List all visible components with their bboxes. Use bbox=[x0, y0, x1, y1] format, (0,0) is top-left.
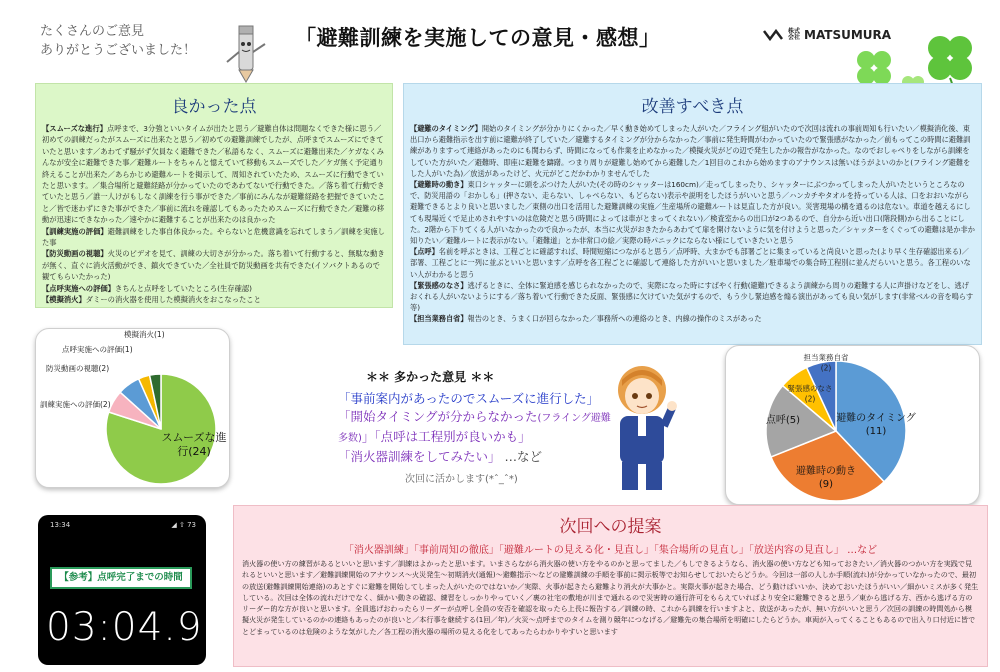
rollcall-time-label: 【参考】点呼完了までの時間 bbox=[50, 567, 192, 589]
phone-status-icons: ◢ ⇧ 73 bbox=[171, 521, 196, 529]
stopwatch-phone-screenshot bbox=[38, 515, 229, 665]
improvement-body bbox=[410, 123, 975, 325]
opinion-quote-2b: (フライング避難多数) bbox=[338, 413, 611, 444]
pie2-label-4: 担当業務自省(2) bbox=[803, 353, 849, 373]
pie2-label-1: 避難時の動き(9) bbox=[796, 466, 856, 490]
good-points-heading: 良かった点 bbox=[171, 97, 257, 117]
stopwatch-readout: 03:04.95 bbox=[46, 605, 229, 650]
opinion-quote-1: 「事前案内があったのでスムーズに進行した」 bbox=[338, 391, 600, 406]
common-opinions-text bbox=[338, 390, 613, 466]
improvement-pie-chart bbox=[726, 346, 981, 506]
brand-sub: 株式会社 bbox=[788, 28, 801, 41]
pie2-label-0: 避難のタイミング(11) bbox=[836, 413, 916, 437]
good-item-4: 【模擬消火】ダミーの消火器を使用した模擬消火をおこなったこと bbox=[42, 295, 261, 305]
improve-item-2: 【点呼】名前を呼ぶときは、工程ごとに確認すれば、時間短縮につながると思う／点呼時、大まかでも部署ごとに集まっていると尚良いと思った(より早く生存確認出来る)／部署、工程ごとに一列に並ぶといいと思います／点呼を各工程ごとに確認して連絡した方がいいと思いました／駐車場での集合時工程別に並んだらいいと思う。各工程のいない人がわかると思う bbox=[410, 247, 971, 279]
good-points-pie-chart bbox=[36, 329, 231, 489]
proposal-keywords: 「消火器訓練」「事前周知の徹底」「避難ルートの見える化・見直し」「集合場所の見直し」「放送内容の見直し」 …など bbox=[343, 545, 878, 556]
pie2-label-2: 点呼(5) bbox=[765, 415, 801, 426]
pie1-label-2: 防災動画の視聴(2) bbox=[46, 364, 110, 373]
good-item-2: 【防災動画の視聴】火災のビデオを見て、訓練の大切さが分かった。落ち着いて行動すると、無駄な動きが無く、直ぐに消火活動ができ、鎮火できていた／全社員で防災動画を共有できた(イソバクトあるので観てもらいたかった) bbox=[42, 249, 385, 282]
improve-item-4: 【担当業務自省】報告のとき、うまく口が回らなかった／事務所への連絡のとき、内線の操作のミスがあった bbox=[410, 314, 762, 324]
thanks-line-1: たくさんのご意見 bbox=[40, 24, 145, 39]
opinion-tail: …など bbox=[504, 449, 543, 464]
proposal-body: 消火器の使い方の練習があるといいと思います／訓練はよかったと思います。いまさらながら消火器の使い方をやるのかと思ってました／もしできるようなら、消火器の使い方なども知っておきたい／消火器のつかい方を実践で見れるといいと思います／避難訓練開始のアナウンス～火災発生～初期消火(通報)～避難指示～などの避難訓練の手順を事前に掲示板等でお知らせしておいたらどうか。今回は一部の人しか手順(流れ)が分かっていなかったので、最初の放送(避難訓練開始連絡)のあとすぐに避難を開始してしまった人がいたのではないか／実際、火事が起きたら避難より消火が大事かと。実際火事が起きた場合、どう動けばいいか、決めておいたほうがいい／細かいミスが多く発生している。次回は全体の流れだけでなく、細かい動きの確認、練習をしっかりやっていく／裏の社宅の敷地が川まで通れるので災害時の通行許可をもらえていればより安全に避難できると思う／東から逃げる方、西から逃げる方のリーダー的な方が良いと思います。全員逃げおわったらリーダーが点呼し全員の安否を確認を取ったら上長に報告する／訓練の時、これから訓練を行いますよと、放送があったが、無い方がいいと思う／次回の訓練の時間処から模擬火災が発生しているのかの連絡もあったのが良いと／本行事を継続する(1回／年)／火災～点呼までのタイムを測り競年につなげる／避難先の集合場所を明確にしたらどうか。車両が入ってくることもあるので出入り口付近に皆でとどまっているのは危険のような気がした／各工程の消火器の場所の見える化をしてあったらわかりやすいと思います bbox=[242, 559, 979, 636]
good-item-0: 【スムーズな進行】点呼まで、3分強といいタイムが出たと思う／避難自体は問題なくできた様に思う／初めての訓練だったがスムーズに出来たと思う／初めての避難訓練でしたが、点呼までスムーズにできていたと思います／あわてず騒がず欠員なく避難できた／私語もなく、スムーズに避難出来た／ケガなくみんなが安全に避難できた事／避難ルートをちゃんと憶えていて移動もスムーズでした／ケガ無く予定通り終えることが出来た／あらかじめ避難ルートを掲示して、周知されていたため、スムーズに行動できていたと思います。／集合場所と避難経路が分かっていたのであわてないで行動できた。／落ち着て行動できていたと思う／誰一人けがもしなく訓練を行う事ができた／事前にみんなが避難経路を把握できていたこと／皆で迷わずにきた事ができた／事前に流れを確認してもあったためスムーズに行動できた／避難の移動が迅速にできなかった／速やかに避難することが出来たのは良かった bbox=[42, 124, 385, 225]
pie1-label-4: 模擬消火(1) bbox=[124, 330, 165, 339]
good-points-body bbox=[42, 123, 386, 306]
thanks-line-2: ありがとうございました！ bbox=[40, 43, 197, 58]
logo-mark-icon bbox=[762, 29, 784, 41]
phone-clock: 13:34 bbox=[50, 521, 71, 529]
thanks-message bbox=[40, 22, 220, 60]
improvement-heading: 改善すべき点 bbox=[641, 97, 744, 117]
pie1-label-1: 訓練実施への評価(2) bbox=[40, 400, 111, 409]
worker-character-illustration bbox=[600, 360, 685, 495]
pencil-mascot-illustration bbox=[215, 22, 275, 84]
proposal-heading: 次回への提案 bbox=[559, 517, 662, 537]
pie1-label-3: 点呼実施への評価(1) bbox=[62, 345, 133, 354]
improvement-pie-card bbox=[725, 345, 980, 505]
opinion-quote-3: 」「点呼は工程別が良いかも」 bbox=[361, 429, 531, 444]
next-time-note: 次回に活かします(*ˆ_ˆ*) bbox=[405, 474, 518, 485]
common-opinions-heading: ＊＊ 多かった意見 ＊＊ bbox=[366, 370, 495, 384]
page-title: 「避難訓練を実施しての意見・感想」 bbox=[295, 26, 661, 50]
next-proposal-panel bbox=[233, 505, 988, 667]
improve-item-1: 【避難時の動き】東口シャッターに頭をぶつけた人がいた(その時のシャッターは160cm)／走ってしまったり、シャッターにぶつかってしまった人がいたというところなので、防災用語の「おかしも」(押さない、走らない、しゃべらない、もどらない)表示や説明をしたほうがいいと思う／ハンカチやタオルを持っている人は、口をおおいながら避難できるとより良いと思いました／東側の出口を活用した避難訓練の実施／生産場所の避難ルートは見直した方が良い。災害現場の構を通るのは危ない。車道を越えるにしても現場近くで足止めされやすいのは危険だと思う(時間によっては車がとまってくれない)／検査室からの出口が2つあるので、自分から近い出口(階段側)から出ることにした。2階から下りてくる人がいなかったので良かったが、本当に火災がおきたからあわてて扉を開けないように気を付けようと思った／シャッターをくぐっての避難は是か非か知りたい／避難ルートに表示がない。「避難道」とか非常口の絵／実際の時パニックにならない様にしていきたいと思う bbox=[410, 180, 975, 246]
good-points-pie-card bbox=[35, 328, 230, 488]
improve-item-0: 【避難のタイミング】開始のタイミングが分かりにくかった／早く動き始めてしまった人がいた／フライング組がいたので次回は流れの事前周知も行いたい／模擬消化後、東出口から避難指示を出す前に避難が終了していた／避難するタイミングが分からなかった／事前に発生時間がわかっていたので緊張感がなかった／前もってこの時間に避難訓練がありますって連絡があったのにも関わらず、時間になっても作業を止めなかった／模擬火災がどの辺で発生したかの報告がなかった。なのでおしゃべりをしながら訓練をしていた方がいた／避難時、即座に避難を躊躇。つまり周りが避難し始めてから避難した／1回目のこれから始めますのアナウンスは無いほうがよいのかと(フライング避難をした人がいた為)／放送があったけど、火元がどこだかわかりませんでした bbox=[410, 124, 971, 178]
opinion-quote-2a: 「開始タイミングが分からなかった bbox=[338, 409, 538, 424]
pie1-label-0: スムーズな進行(24) bbox=[161, 431, 227, 458]
good-points-panel bbox=[35, 83, 393, 308]
good-item-1: 【訓練実施の評価】避難訓練をした事自体良かった。やらないと危機意識を忘れてしまう／訓練を実施した事 bbox=[42, 226, 385, 248]
opinion-quote-4: 「消火器訓練をしてみたい」 bbox=[338, 449, 501, 464]
improvement-points-panel bbox=[403, 83, 982, 345]
good-item-3: 【点呼実施への評価】きちんと点呼をしていたところ(生存確認) bbox=[42, 283, 253, 293]
improve-item-3: 【緊張感のなさ】逃げるときに、全体に緊迫感を感じられなかったので、実際になった時にすばやく行動(避難)できるよう訓練から周りの避難する人に声掛けなどをし、逃げおくれる人がいないようにする／落ち着いて行動できた反面、緊張感に欠けていた気がするので、もう少し緊迫感を煽る演出があっても良い気がします(非常ベルの音を鳴らす等) bbox=[410, 280, 974, 313]
pie2-label-3: 緊張感のなさ(2) bbox=[787, 384, 833, 404]
brand-name: MATSUMURA bbox=[804, 28, 892, 42]
